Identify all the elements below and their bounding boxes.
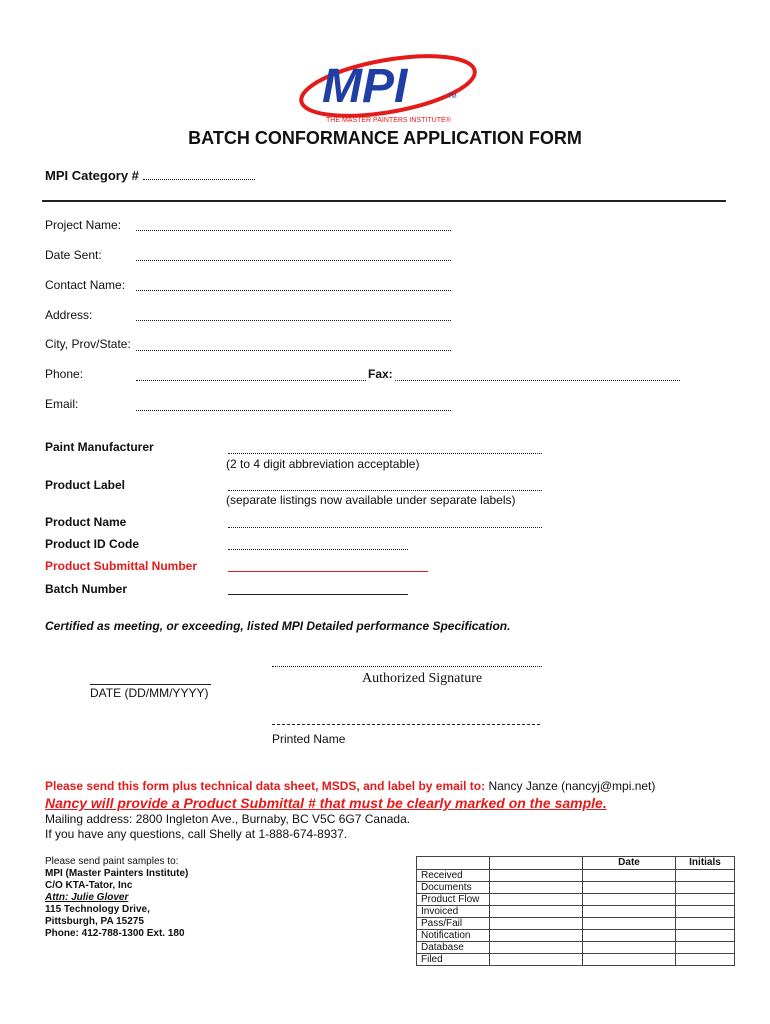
- table-row: [417, 882, 735, 894]
- phone-label: Phone:: [45, 367, 84, 381]
- send-instructions: [45, 779, 655, 793]
- table-row: [417, 918, 735, 930]
- contact-name-field[interactable]: [136, 290, 451, 291]
- city-field[interactable]: [136, 350, 451, 351]
- product-label-hint: (separate listings now available under separate labels): [226, 493, 516, 507]
- row-label: Notification: [417, 930, 490, 942]
- sample-phone: Phone: 412-788-1300 Ext. 180: [45, 928, 185, 939]
- row-label: Received: [417, 870, 490, 882]
- table-row: [417, 942, 735, 954]
- row-label: Database: [417, 942, 490, 954]
- date-sent-label: Date Sent:: [45, 248, 102, 262]
- date-label: DATE (DD/MM/YYYY): [90, 686, 209, 700]
- tracking-table: [416, 856, 735, 966]
- table-row: [417, 954, 735, 966]
- sample-attn: Attn: Julie Glover: [45, 892, 129, 903]
- submittal-number-label: Product Submittal Number: [45, 559, 198, 573]
- row-label: Pass/Fail: [417, 918, 490, 930]
- product-name-field[interactable]: [228, 527, 542, 528]
- project-name-field[interactable]: [136, 230, 451, 231]
- logo-wordmark: MPI: [322, 60, 408, 113]
- fax-label: Fax:: [368, 367, 393, 381]
- sample-org: MPI (Master Painters Institute): [45, 868, 189, 879]
- city-label: City, Prov/State:: [45, 337, 131, 351]
- fax-field[interactable]: [395, 380, 680, 381]
- project-name-label: Project Name:: [45, 218, 122, 232]
- date-sent-field[interactable]: [136, 260, 451, 261]
- questions-line: If you have any questions, call Shelly at 1-888-674-8937.: [45, 827, 348, 841]
- date-field[interactable]: [90, 684, 211, 685]
- logo-tagline: THE MASTER PAINTERS INSTITUTE®: [326, 117, 451, 124]
- contact-name-label: Contact Name:: [45, 278, 126, 292]
- printed-name-label: Printed Name: [272, 732, 346, 746]
- product-id-field[interactable]: [228, 549, 408, 550]
- sample-co: C/O KTA-Tator, Inc: [45, 880, 133, 891]
- email-field[interactable]: [136, 410, 451, 411]
- table-row: [417, 870, 735, 882]
- manufacturer-hint: (2 to 4 digit abbreviation acceptable): [226, 457, 420, 471]
- table-row: [417, 894, 735, 906]
- table-row: [417, 906, 735, 918]
- row-label: Invoiced: [417, 906, 490, 918]
- batch-number-label: Batch Number: [45, 582, 128, 596]
- table-row: [417, 930, 735, 942]
- paint-manufacturer-field[interactable]: [228, 453, 542, 454]
- sample-city: Pittsburgh, PA 15275: [45, 916, 144, 927]
- product-label-label: Product Label: [45, 478, 126, 492]
- product-name-label: Product Name: [45, 515, 127, 529]
- authorized-signature-field[interactable]: [272, 666, 542, 667]
- table-row: [417, 857, 735, 870]
- address-field[interactable]: [136, 320, 451, 321]
- certification-statement: Certified as meeting, or exceeding, listed MPI Detailed performance Specification.: [45, 619, 511, 633]
- submittal-notice: Nancy will provide a Product Submittal # that must be clearly marked on the sample.: [45, 795, 607, 811]
- sample-intro: Please send paint samples to:: [45, 856, 179, 867]
- product-id-label: Product ID Code: [45, 537, 140, 551]
- category-row: [45, 168, 255, 183]
- mailing-address: Mailing address: 2800 Ingleton Ave., Burnaby, BC V5C 6G7 Canada.: [45, 812, 411, 826]
- authorized-signature-label: Authorized Signature: [362, 671, 483, 686]
- sample-street: 115 Technology Drive,: [45, 904, 150, 915]
- address-label: Address:: [45, 308, 93, 322]
- date-header: Date: [583, 857, 676, 870]
- mpi-logo: [296, 50, 480, 126]
- row-label: Product Flow: [417, 894, 490, 906]
- send-contact: Nancy Janze (nancyj@mpi.net): [488, 779, 656, 793]
- row-label: Documents: [417, 882, 490, 894]
- category-field[interactable]: [143, 169, 255, 180]
- form-title: BATCH CONFORMANCE APPLICATION FORM: [188, 128, 582, 148]
- printed-name-field[interactable]: [272, 724, 540, 725]
- phone-field[interactable]: [136, 380, 366, 381]
- initials-header: Initials: [676, 857, 735, 870]
- category-label: MPI Category #: [45, 168, 139, 183]
- batch-number-field[interactable]: [228, 594, 408, 595]
- sample-address-block: [45, 856, 188, 940]
- svg-text:TM: TM: [448, 94, 457, 100]
- product-label-field[interactable]: [228, 490, 542, 491]
- divider: [42, 200, 726, 202]
- submittal-number-field[interactable]: [228, 571, 428, 572]
- paint-manufacturer-label: Paint Manufacturer: [45, 440, 154, 454]
- row-label: Filed: [417, 954, 490, 966]
- send-instructions-bold: Please send this form plus technical data sheet, MSDS, and label by email to:: [45, 779, 486, 793]
- email-label: Email:: [45, 397, 79, 411]
